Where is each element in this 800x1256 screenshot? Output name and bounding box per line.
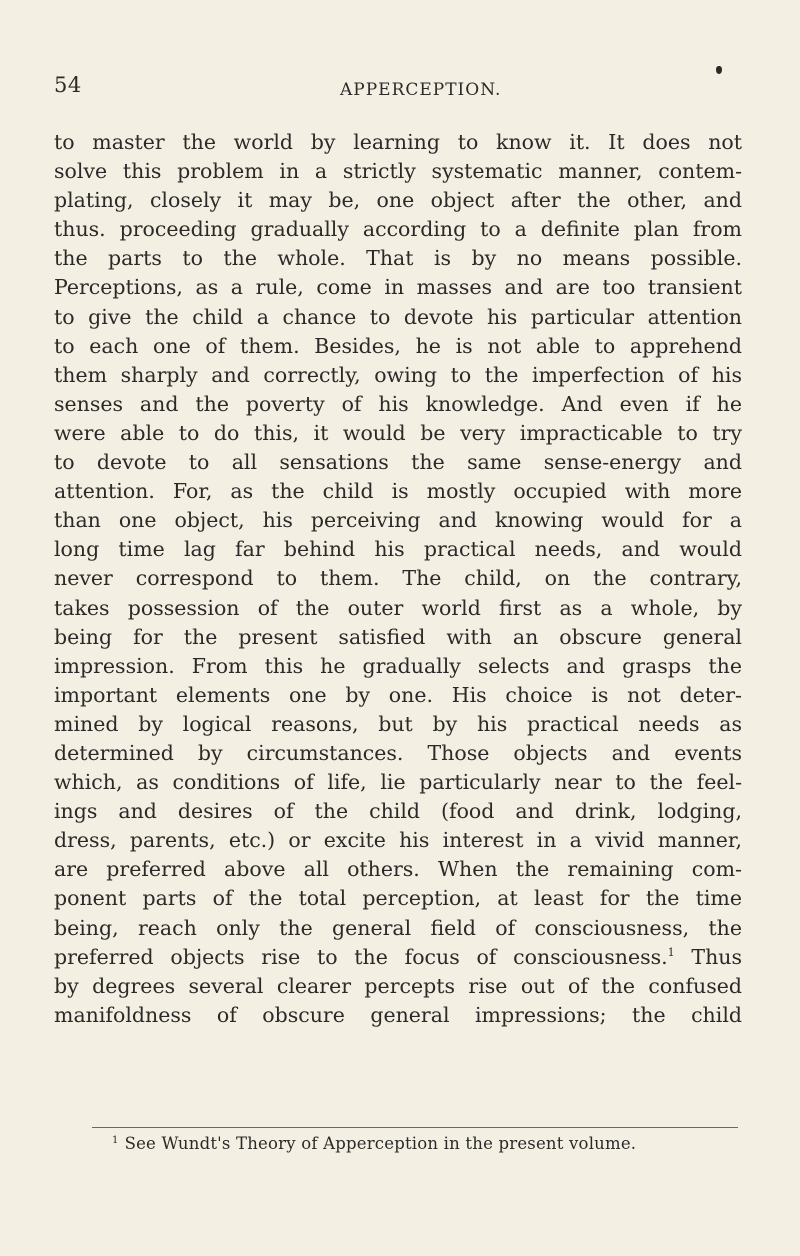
text-line: ponent parts of the total perception, at least for the time bbox=[54, 886, 742, 911]
text-line: senses and the poverty of his knowledge. And even if he bbox=[54, 391, 742, 416]
text-line: takes possession of the outer world first as a whole, by bbox=[54, 595, 742, 620]
text-line: which, as conditions of life, lie particularly near to the feel- bbox=[54, 770, 742, 795]
text-line: are preferred above all others. When the remaining com- bbox=[54, 857, 742, 882]
text-line: to each one of them. Besides, he is not able to apprehend bbox=[54, 333, 742, 358]
ink-mark-icon bbox=[716, 66, 722, 74]
text-line: than one object, his perceiving and knowing would for a bbox=[54, 508, 742, 533]
text-line: important elements one by one. His choice is not deter- bbox=[54, 682, 742, 707]
text-line: thus. proceeding gradually according to a definite plan from bbox=[54, 217, 742, 242]
text-line: dress, parents, etc.) or excite his interest in a vivid manner, bbox=[54, 828, 742, 853]
text-line: by degrees several clearer percepts rise out of the confused bbox=[54, 973, 742, 998]
text-line: ings and desires of the child (food and drink, lodging, bbox=[54, 799, 742, 824]
text-line: being for the present satisfied with an obscure general bbox=[54, 624, 742, 649]
text-line-start: preferred objects rise to the focus of consciousness. bbox=[54, 944, 668, 969]
footnote bbox=[112, 1134, 636, 1153]
text-line-end: Thus bbox=[674, 944, 742, 969]
text-line-with-note bbox=[54, 943, 742, 972]
text-line: to master the world by learning to know it. It does not bbox=[54, 130, 742, 154]
text-line: them sharply and correctly, owing to the imperfection of his bbox=[54, 362, 742, 387]
text-line: to give the child a chance to devote his particular attention bbox=[54, 304, 742, 329]
running-head: APPERCEPTION. bbox=[340, 80, 502, 100]
text-line: to devote to all sensations the same sense-energy and bbox=[54, 450, 742, 475]
text-line: manifoldness of obscure general impressions; the child bbox=[54, 1002, 742, 1027]
text-line: determined by circumstances. Those objects and events bbox=[54, 740, 742, 765]
text-line: were able to do this, it would be very impracticable to try bbox=[54, 420, 742, 445]
text-line: impression. From this he gradually selects and grasps the bbox=[54, 653, 742, 678]
text-line: mined by logical reasons, but by his practical needs as bbox=[54, 711, 742, 736]
footnote-marker: 1 bbox=[112, 1134, 119, 1146]
text-line: long time lag far behind his practical needs, and would bbox=[54, 537, 742, 562]
footnote-text: See Wundt's Theory of Apperception in the present volume. bbox=[124, 1134, 637, 1153]
text-line: Perceptions, as a rule, come in masses and are too transient bbox=[54, 275, 742, 300]
text-line: attention. For, as the child is mostly occupied with more bbox=[54, 479, 742, 504]
text-line: being, reach only the general field of consciousness, the bbox=[54, 915, 742, 940]
page-number: 54 bbox=[54, 73, 82, 97]
text-line: never correspond to them. The child, on the contrary, bbox=[54, 566, 742, 591]
text-line: the parts to the whole. That is by no means possible. bbox=[54, 246, 742, 271]
text-line: solve this problem in a strictly systematic manner, contem- bbox=[54, 159, 742, 184]
footnote-reference[interactable]: 1 bbox=[667, 945, 675, 959]
text-line: plating, closely it may be, one object after the other, and bbox=[54, 188, 742, 213]
body-paragraph bbox=[54, 128, 742, 1030]
footnote-divider bbox=[92, 1127, 738, 1128]
